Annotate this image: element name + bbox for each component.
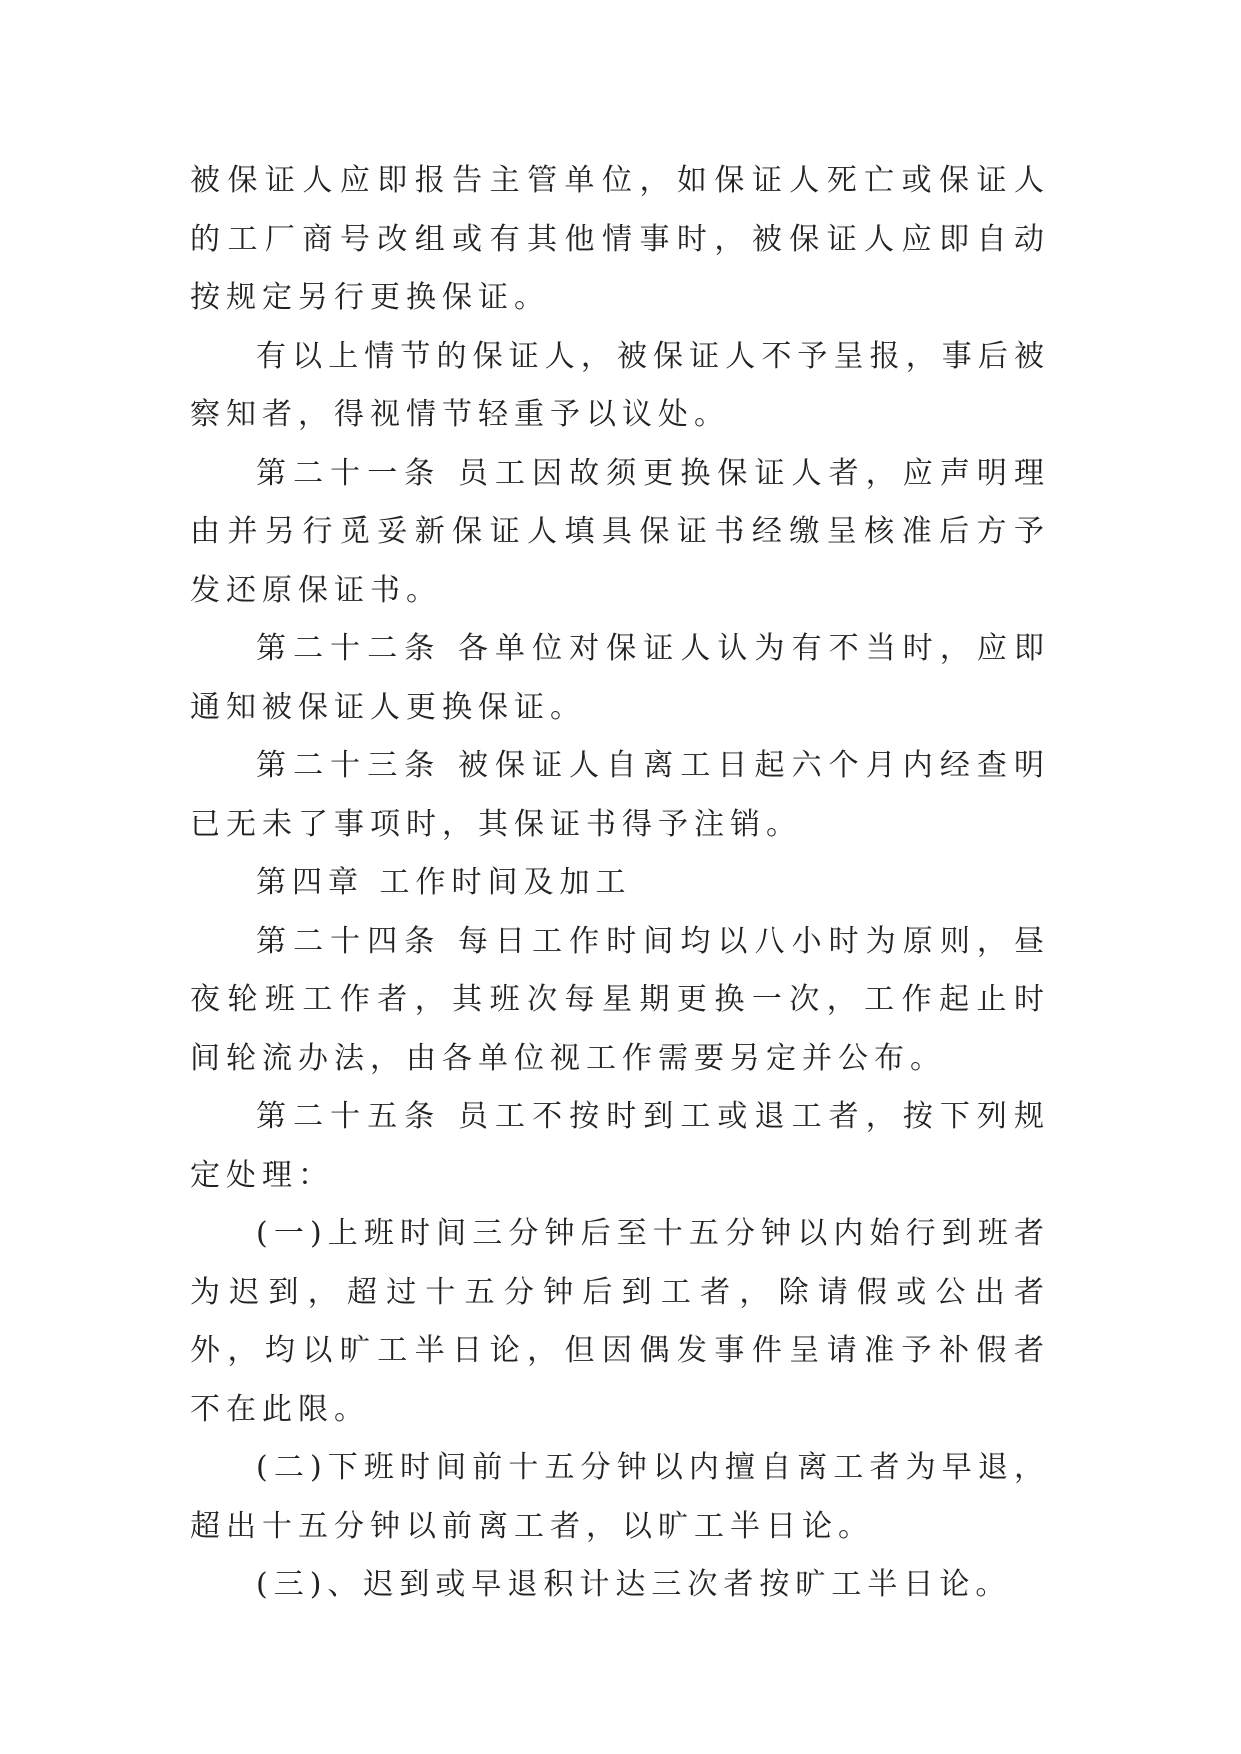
chapter-4-heading: 第四章 工作时间及加工: [256, 865, 632, 900]
article-22: 第二十二条 各单位对保证人认为有不当时，应即通知被保证人更换保证。: [190, 631, 1050, 725]
article-25-item-1: (一)上班时间三分钟后至十五分钟以内始行到班者为迟到，超过十五分钟后到工者，除请假或公出者外，均以旷工半日论，但因偶发事件呈请准予补假者不在此限。: [190, 1216, 1050, 1427]
article-25: 第二十五条 员工不按时到工或退工者，按下列规定处理：: [190, 1099, 1050, 1193]
paragraph-unreported-penalty: 有以上情节的保证人，被保证人不予呈报，事后被察知者，得视情节轻重予以议处。: [190, 338, 1050, 432]
paragraph-guarantor-report: 被保证人应即报告主管单位，如保证人死亡或保证人的工厂商号改组或有其他情事时，被保证人应即自动按规定另行更换保证。: [190, 163, 1050, 315]
article-25-item-2: (二)下班时间前十五分钟以内擅自离工者为早退，超出十五分钟以前离工者，以旷工半日论。: [190, 1450, 1050, 1544]
document-body: [190, 152, 1050, 1615]
article-23: 第二十三条 被保证人自离工日起六个月内经查明已无未了事项时，其保证书得予注销。: [190, 748, 1050, 842]
article-24: 第二十四条 每日工作时间均以八小时为原则，昼夜轮班工作者，其班次每星期更换一次，工作起止时间轮流办法，由各单位视工作需要另定并公布。: [190, 923, 1050, 1076]
article-21: 第二十一条 员工因故须更换保证人者，应声明理由并另行觅妥新保证人填具保证书经缴呈核准后方予发还原保证书。: [190, 455, 1050, 608]
article-25-item-3: (三)、迟到或早退积计达三次者按旷工半日论。: [256, 1567, 1012, 1602]
